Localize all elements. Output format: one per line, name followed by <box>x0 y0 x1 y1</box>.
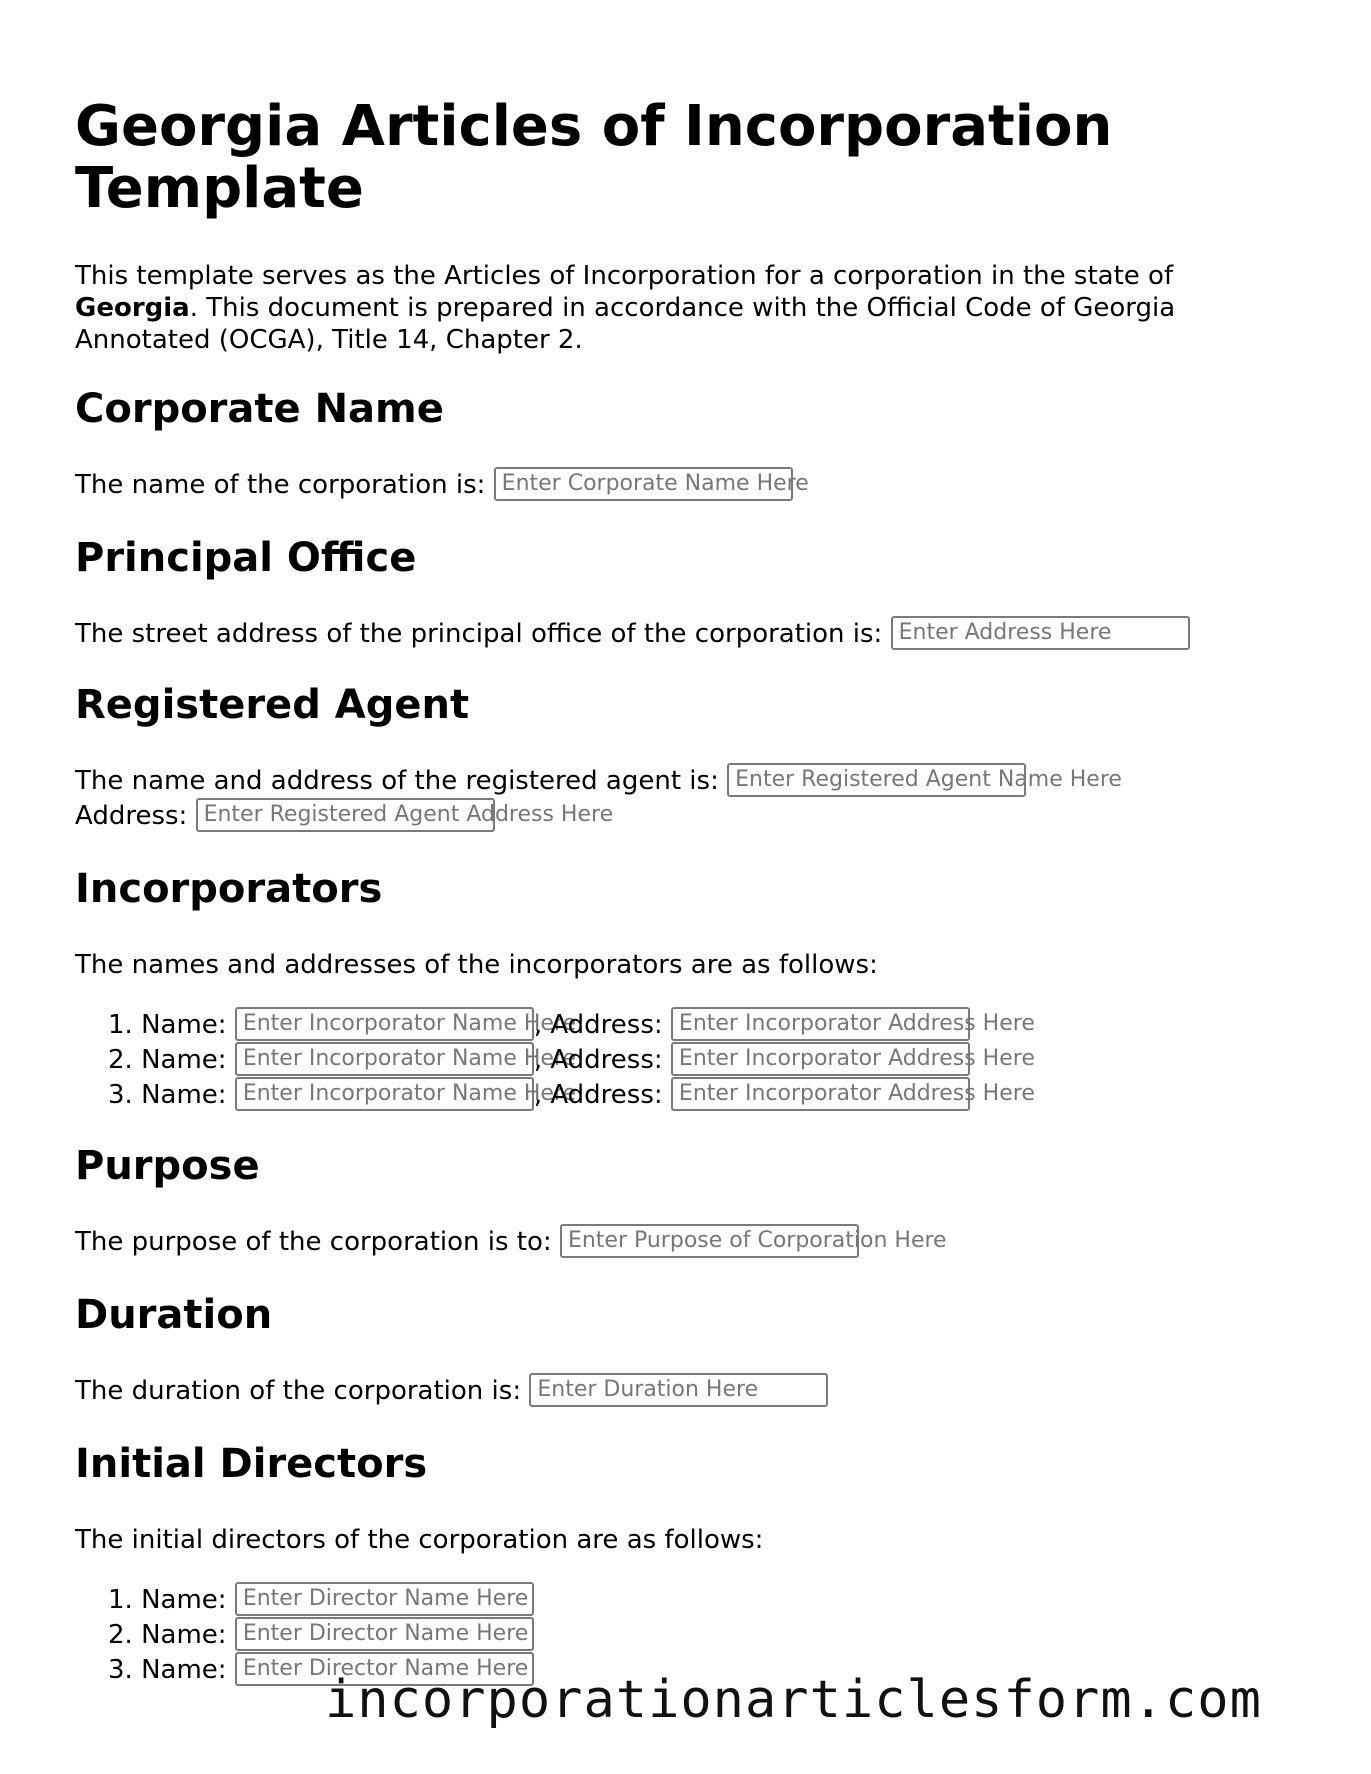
intro-paragraph <box>75 260 1295 356</box>
director-name-label: Name: <box>141 1585 227 1615</box>
corporate-name-label: The name of the corporation is: <box>75 470 486 500</box>
incorporator-name-input[interactable]: Enter Incorporator Name Here <box>235 1042 534 1076</box>
director-name-label: Name: <box>141 1620 227 1650</box>
principal-office-line <box>75 617 1190 651</box>
registered-agent-label: The name and address of the registered agent is: <box>75 766 719 796</box>
duration-input[interactable]: Enter Duration Here <box>529 1373 828 1407</box>
principal-office-heading: Principal Office <box>75 535 417 581</box>
director-name-input[interactable]: Enter Director Name Here <box>235 1617 534 1651</box>
list-number: 1. <box>108 1010 133 1040</box>
purpose-input[interactable]: Enter Purpose of Corporation Here <box>560 1224 859 1258</box>
page-title: Georgia Articles of Incorporation Template <box>75 94 1113 221</box>
director-name-label: Name: <box>141 1655 227 1685</box>
initial-directors-heading: Initial Directors <box>75 1441 428 1487</box>
list-number: 3. <box>108 1080 133 1110</box>
document-page <box>75 0 1295 1685</box>
incorporator-address-input[interactable]: Enter Incorporator Address Here <box>671 1077 970 1111</box>
incorporators-intro: The names and addresses of the incorporators are as follows: <box>75 950 878 980</box>
incorporator-address-label: , Address: <box>533 1080 663 1110</box>
principal-office-address-input[interactable]: Enter Address Here <box>891 616 1190 650</box>
purpose-heading: Purpose <box>75 1143 260 1189</box>
registered-agent-address-line <box>75 799 614 833</box>
incorporator-item <box>108 1043 1035 1078</box>
registered-agent-name-input[interactable]: Enter Registered Agent Name Here <box>727 763 1026 797</box>
duration-heading: Duration <box>75 1292 273 1338</box>
incorporator-address-label: , Address: <box>533 1010 663 1040</box>
duration-line <box>75 1374 828 1408</box>
director-name-input[interactable]: Enter Director Name Here <box>235 1652 534 1686</box>
site-watermark: incorporationarticlesform.com <box>325 1670 1262 1730</box>
registered-agent-address-label: Address: <box>75 801 188 831</box>
list-number: 3. <box>108 1655 133 1685</box>
registered-agent-line <box>75 764 1122 798</box>
purpose-label: The purpose of the corporation is to: <box>75 1227 552 1257</box>
incorporator-name-label: Name: <box>141 1010 227 1040</box>
incorporators-list <box>75 1008 1035 1113</box>
list-number: 2. <box>108 1045 133 1075</box>
registered-agent-address-input[interactable]: Enter Registered Agent Address Here <box>196 798 495 832</box>
registered-agent-heading: Registered Agent <box>75 682 470 728</box>
incorporator-name-input[interactable]: Enter Incorporator Name Here <box>235 1077 534 1111</box>
incorporator-name-label: Name: <box>141 1045 227 1075</box>
corporate-name-input[interactable]: Enter Corporate Name Here <box>494 467 793 501</box>
incorporator-item <box>108 1078 1035 1113</box>
intro-state-name: Georgia <box>75 293 190 323</box>
incorporator-address-input[interactable]: Enter Incorporator Address Here <box>671 1007 970 1041</box>
incorporator-address-label: , Address: <box>533 1045 663 1075</box>
principal-office-label: The street address of the principal office of the corporation is: <box>75 619 883 649</box>
incorporator-address-input[interactable]: Enter Incorporator Address Here <box>671 1042 970 1076</box>
incorporator-name-label: Name: <box>141 1080 227 1110</box>
duration-label: The duration of the corporation is: <box>75 1376 522 1406</box>
initial-directors-intro: The initial directors of the corporation are as follows: <box>75 1525 764 1555</box>
incorporators-heading: Incorporators <box>75 866 383 912</box>
incorporator-item <box>108 1008 1035 1043</box>
corporate-name-line <box>75 468 809 502</box>
incorporator-name-input[interactable]: Enter Incorporator Name Here <box>235 1007 534 1041</box>
director-name-input[interactable]: Enter Director Name Here <box>235 1582 534 1616</box>
list-number: 2. <box>108 1620 133 1650</box>
corporate-name-heading: Corporate Name <box>75 386 444 432</box>
intro-text-before: This template serves as the Articles of Incorporation for a corporation in the state of <box>75 261 1174 291</box>
intro-text-after: . This document is prepared in accordance with the Official Code of Georgia Annotated (OCGA), Title 14, Chapter 2. <box>75 293 1176 355</box>
director-item <box>108 1618 534 1653</box>
purpose-line <box>75 1225 947 1259</box>
list-number: 1. <box>108 1585 133 1615</box>
director-item <box>108 1583 534 1618</box>
